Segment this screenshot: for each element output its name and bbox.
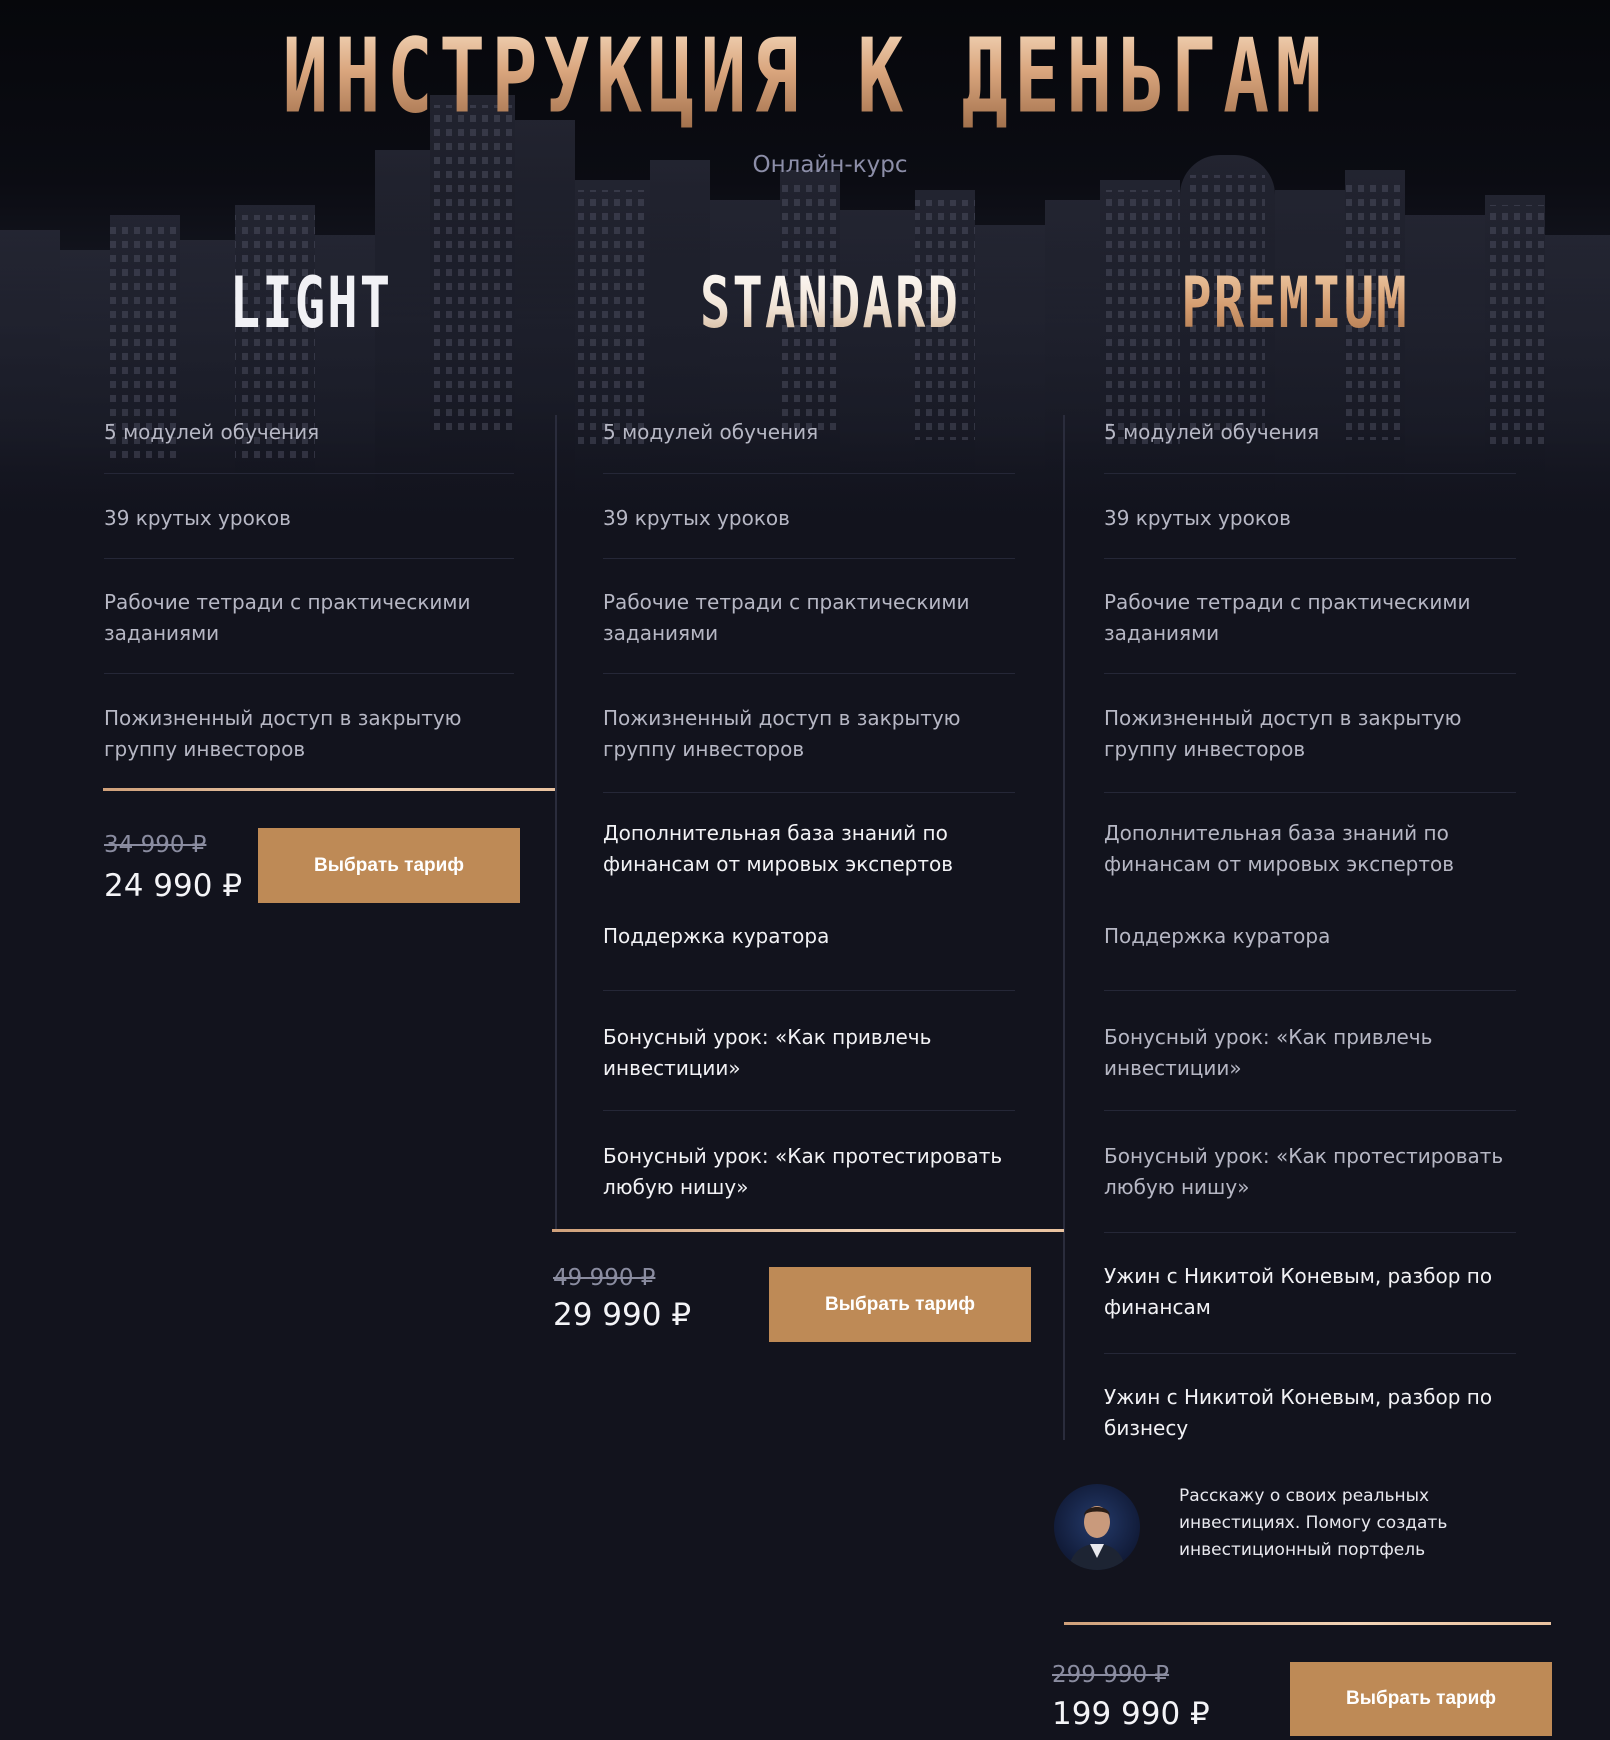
mentor-note: Расскажу о своих реальных инвестициях. Помогу создать инвестиционный портфель	[1179, 1486, 1448, 1560]
column-divider	[1063, 415, 1065, 1440]
plan-title-standard: STANDARD	[686, 258, 974, 348]
feature-separator	[1104, 558, 1516, 559]
page-subtitle: Онлайн-курс	[752, 152, 908, 178]
feature-item: Бонусный урок: «Как протестировать любую нишу»	[1104, 1144, 1504, 1199]
old-price: 299 990 ₽	[1052, 1662, 1170, 1688]
feature-separator	[603, 473, 1015, 474]
feature-separator	[603, 792, 1015, 793]
current-price: 24 990 ₽	[104, 868, 243, 904]
feature-item: Дополнительная база знаний по финансам от мировых экспертов	[1104, 821, 1455, 876]
feature-separator	[1104, 1110, 1516, 1111]
price-divider	[552, 1229, 1064, 1232]
feature-item: Рабочие тетради с практическими заданиями	[104, 590, 471, 645]
feature-separator	[104, 558, 514, 559]
feature-separator	[1104, 673, 1516, 674]
old-price: 49 990 ₽	[553, 1265, 656, 1291]
feature-item: 39 крутых уроков	[104, 506, 291, 530]
current-price: 29 990 ₽	[553, 1297, 692, 1333]
feature-separator	[1104, 1353, 1516, 1354]
column-divider	[555, 415, 557, 1230]
select-plan-light-button[interactable]: Выбрать тариф	[258, 828, 520, 903]
feature-item: Бонусный урок: «Как протестировать любую нишу»	[603, 1144, 1003, 1199]
feature-item: Пожизненный доступ в закрытую группу инвесторов	[1104, 706, 1462, 761]
feature-item: 5 модулей обучения	[104, 420, 320, 444]
feature-separator	[1104, 473, 1516, 474]
feature-item: Бонусный урок: «Как привлечь инвестиции»	[1104, 1025, 1433, 1080]
feature-separator	[104, 673, 514, 674]
current-price: 199 990 ₽	[1052, 1696, 1210, 1732]
feature-separator	[603, 673, 1015, 674]
feature-item: Дополнительная база знаний по финансам от мировых экспертов	[603, 821, 954, 876]
mentor-avatar	[1054, 1484, 1140, 1570]
feature-item: Поддержка куратора	[1104, 924, 1331, 948]
mentor-photo-icon	[1054, 1484, 1140, 1570]
feature-separator	[1104, 792, 1516, 793]
feature-separator	[603, 1110, 1015, 1111]
feature-item: Рабочие тетради с практическими заданиями	[1104, 590, 1471, 645]
page-title: ИНСТРУКЦИЯ К ДЕНЬГАМ	[177, 19, 1433, 135]
feature-item: Пожизненный доступ в закрытую группу инвесторов	[104, 706, 462, 761]
price-divider	[103, 788, 555, 791]
old-price: 34 990 ₽	[104, 832, 207, 858]
feature-separator	[603, 558, 1015, 559]
feature-separator	[104, 473, 514, 474]
feature-separator	[1104, 990, 1516, 991]
feature-separator	[603, 990, 1015, 991]
feature-item: Ужин с Никитой Коневым, разбор по финансам	[1104, 1264, 1493, 1319]
feature-separator	[1104, 1232, 1516, 1233]
feature-item: Рабочие тетради с практическими заданиями	[603, 590, 970, 645]
feature-item: 39 крутых уроков	[1104, 506, 1291, 530]
feature-item: 39 крутых уроков	[603, 506, 790, 530]
feature-item: Пожизненный доступ в закрытую группу инвесторов	[603, 706, 961, 761]
select-plan-premium-button[interactable]: Выбрать тариф	[1290, 1662, 1552, 1736]
price-divider	[1064, 1622, 1551, 1625]
plan-title-premium: PREMIUM	[1151, 258, 1439, 348]
select-plan-standard-button[interactable]: Выбрать тариф	[769, 1267, 1031, 1342]
feature-item: Бонусный урок: «Как привлечь инвестиции»	[603, 1025, 932, 1080]
feature-item: 5 модулей обучения	[603, 420, 819, 444]
feature-item: Ужин с Никитой Коневым, разбор по бизнесу	[1104, 1385, 1493, 1440]
feature-item: Поддержка куратора	[603, 924, 830, 948]
feature-item: 5 модулей обучения	[1104, 420, 1320, 444]
plan-title-light: LIGHT	[229, 262, 393, 344]
